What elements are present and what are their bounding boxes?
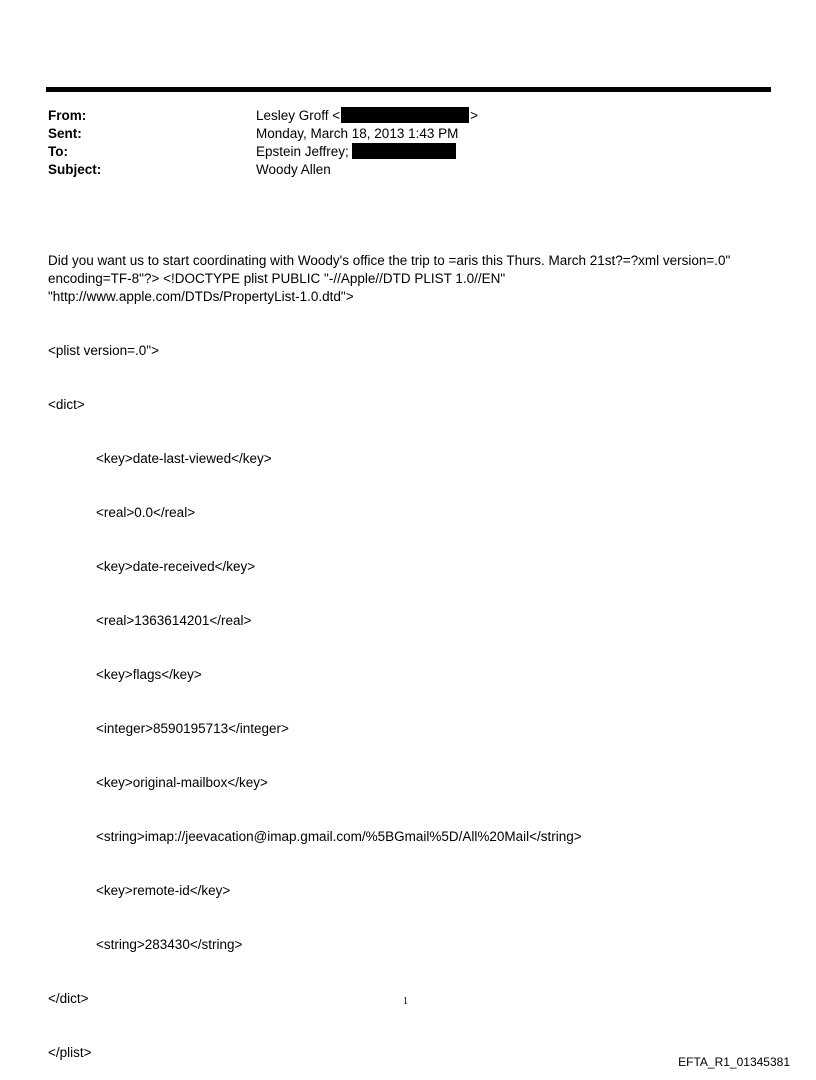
to-label: To: [48,144,68,159]
plist-entry-line: <key>date-last-viewed</key> [96,451,272,466]
plist-entry-line: <string>imap://jeevacation@imap.gmail.com/%5BGmail%5D/All%20Mail</string> [96,829,582,844]
subject-row [48,161,768,179]
plist-entry-line: <real>0.0</real> [96,505,196,520]
plist-entry-line: <key>remote-id</key> [96,883,231,898]
redacted-recipient-block [352,143,456,159]
subject-value: Woody Allen [256,162,331,177]
plist-entry-line: <key>original-mailbox</key> [96,775,268,790]
to-row [48,143,768,161]
sent-value: Monday, March 18, 2013 1:43 PM [256,126,459,141]
bates-number: EFTA_R1_01345381 [678,1055,790,1069]
dict-open-line: <dict> [48,397,85,412]
to-value [256,143,456,161]
plist-entry-line: <key>flags</key> [96,667,202,682]
plist-entry-line: <real>1363614201</real> [96,613,252,628]
plist-close-line: </plist> [48,1045,92,1060]
redacted-email-block [341,107,469,123]
dict-close-line: </dict> [48,991,89,1006]
sent-label: Sent: [48,126,82,141]
plist-entry-line: <string>283430</string> [96,937,243,952]
email-header [48,107,768,179]
page-number: 1 [403,996,408,1007]
from-value [256,107,478,125]
plist-entry-line: <integer>8590195713</integer> [96,721,289,736]
to-recipient: Epstein Jeffrey; [256,144,349,159]
from-row [48,107,768,125]
subject-label: Subject: [48,162,102,177]
body-intro-paragraph: Did you want us to start coordinating with Woody's office the trip to =aris this Thurs. March 21st?=?xml version=.0" encoding=TF-8"?> <!DOCTYPE plist PUBLIC "-//Apple//DTD PLIST 1.0//EN" "http://www.apple.com/DTDs/PropertyList-1.0.dtd"> [48,253,735,304]
email-body [48,216,760,1080]
header-divider [46,87,771,92]
plist-entry-line: <key>date-received</key> [96,559,256,574]
from-label: From: [48,108,87,123]
sent-row [48,125,768,143]
from-close-bracket: > [470,108,479,123]
from-name: Lesley Groff < [256,108,341,123]
plist-open-line: <plist version=.0"> [48,343,159,358]
